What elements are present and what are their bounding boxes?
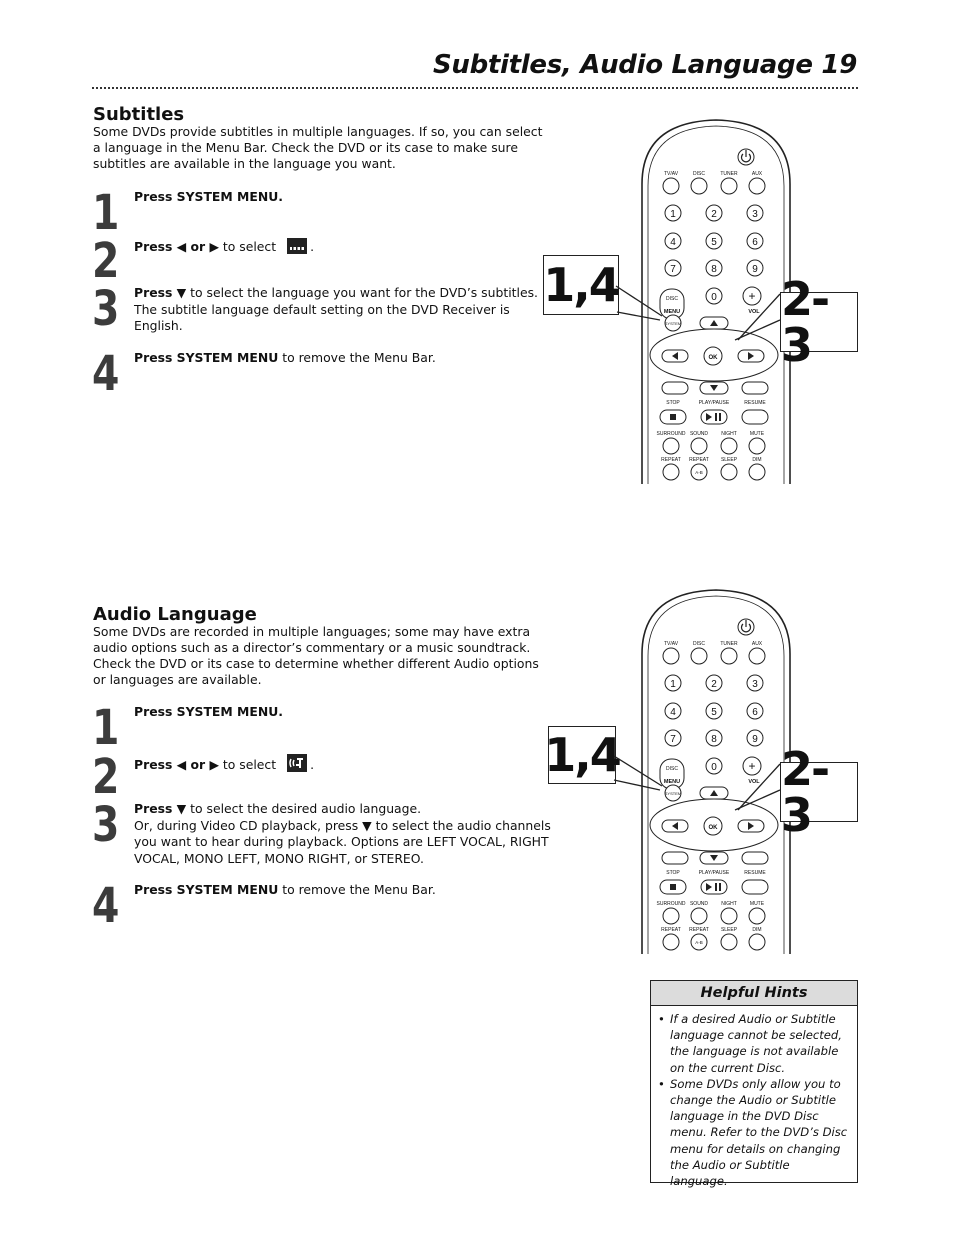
source-button bbox=[721, 178, 737, 194]
step-text bbox=[134, 285, 554, 335]
disc-label: DISC bbox=[666, 766, 678, 772]
plus-label: + bbox=[748, 289, 756, 303]
callout-steps-2-3: 2-3 bbox=[780, 292, 858, 352]
menu-label: MENU bbox=[663, 779, 681, 785]
mode-button bbox=[663, 934, 679, 950]
helpful-hints-box bbox=[650, 980, 858, 1189]
step-body-text: to select bbox=[218, 757, 277, 772]
step-body-text-2: Or, during Video CD playback, press bbox=[134, 817, 363, 833]
mode-label: NIGHT bbox=[721, 901, 737, 907]
step-bold-text: Press ▼ bbox=[134, 801, 187, 816]
source-label: AUX bbox=[751, 641, 763, 647]
step-body-text: to select the desired audio language. bbox=[186, 801, 422, 816]
digit-label: 7 bbox=[670, 264, 676, 275]
step-text bbox=[134, 882, 554, 899]
pause-icon bbox=[715, 883, 717, 891]
callout-pointers bbox=[600, 740, 790, 850]
mode-button bbox=[663, 438, 679, 454]
step-number: 1 bbox=[92, 185, 118, 241]
vol-label: VOL bbox=[748, 779, 760, 785]
source-button bbox=[691, 648, 707, 664]
digit-label: 6 bbox=[752, 707, 758, 718]
source-button bbox=[691, 178, 707, 194]
transport-label: STOP bbox=[666, 400, 680, 406]
mode-button bbox=[749, 908, 765, 924]
mode-label: SLEEP bbox=[720, 927, 738, 933]
step-text bbox=[134, 704, 554, 721]
helpful-hints-title: Helpful Hints bbox=[651, 981, 857, 1006]
step-number: 2 bbox=[92, 233, 118, 289]
system-label: SYSTEM bbox=[664, 321, 682, 326]
helpful-hints-list bbox=[651, 1011, 857, 1189]
step-body-text: to remove the Menu Bar. bbox=[278, 350, 436, 365]
mode-label: MUTE bbox=[749, 431, 765, 437]
vol-label: VOL bbox=[748, 309, 760, 315]
digit-label: 3 bbox=[752, 679, 758, 690]
mode-label: REPEAT bbox=[661, 927, 681, 933]
transport-button bbox=[701, 410, 727, 424]
transport-button bbox=[742, 410, 768, 424]
mode-label: DIM bbox=[752, 457, 762, 463]
transport-button bbox=[701, 880, 727, 894]
digit-label: 5 bbox=[711, 237, 717, 248]
audio-intro: Some DVDs are recorded in multiple languages; some may have extra audio options such as a director’s commentary or a music soundtrack. Check the DVD or its case to determine whether different Audio options or languages are available. bbox=[93, 624, 539, 687]
source-label: DISC bbox=[693, 641, 705, 647]
page-title: Subtitles, Audio Language 19 bbox=[432, 50, 857, 80]
ok-label: OK bbox=[708, 825, 718, 831]
callout-steps-1-4: 1,4 bbox=[543, 255, 619, 315]
digit-label: 8 bbox=[711, 264, 717, 275]
step-number: 2 bbox=[92, 749, 118, 805]
step-text bbox=[134, 753, 554, 778]
digit-label: 8 bbox=[711, 734, 717, 745]
step-text bbox=[134, 189, 554, 206]
header-divider bbox=[92, 87, 858, 89]
digit-label: 0 bbox=[711, 292, 717, 303]
step-arrow-down: ▼ bbox=[362, 817, 372, 833]
mode-label: REPEAT bbox=[689, 927, 709, 933]
mode-label: REPEAT bbox=[661, 457, 681, 463]
audio-language-icon bbox=[286, 753, 308, 778]
source-label: AUX bbox=[751, 171, 763, 177]
digit-label: 4 bbox=[670, 707, 676, 718]
step-bold-text: Press SYSTEM MENU. bbox=[134, 189, 283, 204]
step-period: . bbox=[310, 757, 315, 772]
source-label: DISC bbox=[693, 171, 705, 177]
source-label: TV/AV bbox=[663, 641, 679, 647]
mode-label: SOUND bbox=[689, 901, 709, 907]
mode-button bbox=[721, 908, 737, 924]
source-button bbox=[663, 648, 679, 664]
callout-pointers bbox=[600, 270, 790, 380]
mode-label: NIGHT bbox=[721, 431, 737, 437]
mode-label: SLEEP bbox=[720, 457, 738, 463]
mode-button bbox=[749, 464, 765, 480]
plus-label: + bbox=[748, 759, 756, 773]
subtitles-intro: Some DVDs provide subtitles in multiple languages. If so, you can select a language in the Menu Bar. Check the DVD or its case to make sure subtitles are available in the language you want. bbox=[93, 124, 543, 171]
disc-label: DISC bbox=[666, 296, 678, 302]
ab-label: A-B bbox=[695, 940, 703, 945]
digit-label: 1 bbox=[670, 209, 676, 220]
mode-label: SURROUND bbox=[656, 901, 686, 907]
mode-button bbox=[749, 934, 765, 950]
subtitles-heading: Subtitles bbox=[93, 104, 185, 125]
mode-label: DIM bbox=[752, 927, 762, 933]
transport-button bbox=[742, 880, 768, 894]
transport-label: PLAY/PAUSE bbox=[698, 400, 730, 406]
mode-button bbox=[721, 934, 737, 950]
source-button bbox=[721, 648, 737, 664]
mode-button bbox=[721, 438, 737, 454]
digit-label: 2 bbox=[711, 679, 717, 690]
mode-label: MUTE bbox=[749, 901, 765, 907]
ab-label: A-B bbox=[695, 470, 703, 475]
step-bold-text: Press SYSTEM MENU bbox=[134, 350, 279, 365]
digit-label: 1 bbox=[670, 679, 676, 690]
prev-button bbox=[662, 852, 688, 864]
step-body-text: to select the language you want for the DVD’s subtitles. The subtitle language default setting on the DVD Receiver is English. bbox=[134, 285, 538, 333]
source-button bbox=[749, 178, 765, 194]
pause-icon bbox=[719, 413, 721, 421]
mode-button bbox=[749, 438, 765, 454]
source-label: TV/AV bbox=[663, 171, 679, 177]
step-number: 3 bbox=[92, 281, 118, 337]
callout-steps-1-4: 1,4 bbox=[544, 728, 620, 782]
transport-label: STOP bbox=[666, 870, 680, 876]
step-text bbox=[134, 350, 554, 367]
step-text bbox=[134, 237, 554, 260]
list-item: • If a desired Audio or Subtitle language cannot be selected, the language is not available on the current Disc. bbox=[670, 1011, 849, 1076]
digit-label: 5 bbox=[711, 707, 717, 718]
source-button bbox=[749, 648, 765, 664]
digit-label: 2 bbox=[711, 209, 717, 220]
step-period: . bbox=[310, 239, 315, 254]
prev-button bbox=[662, 382, 688, 394]
step-text bbox=[134, 801, 554, 867]
pause-icon bbox=[719, 883, 721, 891]
source-button bbox=[663, 178, 679, 194]
mode-button bbox=[721, 464, 737, 480]
mode-label: REPEAT bbox=[689, 457, 709, 463]
stop-icon bbox=[670, 884, 676, 890]
digit-label: 6 bbox=[752, 237, 758, 248]
digit-label: 9 bbox=[752, 264, 758, 275]
step-bold-text: Press ▼ bbox=[134, 285, 187, 300]
callout-steps-2-3: 2-3 bbox=[780, 762, 858, 822]
digit-label: 9 bbox=[752, 734, 758, 745]
digit-label: 3 bbox=[752, 209, 758, 220]
list-item: • Some DVDs only allow you to change the Audio or Subtitle language in the DVD Disc menu. Refer to the DVD’s Disc menu for details on changing the Audio or Subtitle language. bbox=[670, 1076, 849, 1189]
pause-icon bbox=[715, 413, 717, 421]
step-bold-text: Press SYSTEM MENU. bbox=[134, 704, 283, 719]
transport-label: RESUME bbox=[744, 400, 766, 406]
transport-label: RESUME bbox=[744, 870, 766, 876]
step-number: 4 bbox=[92, 878, 118, 934]
next-button bbox=[742, 382, 768, 394]
mode-label: SURROUND bbox=[656, 431, 686, 437]
source-label: TUNER bbox=[720, 641, 738, 647]
step-number: 1 bbox=[92, 700, 118, 756]
step-number: 3 bbox=[92, 797, 118, 853]
mode-button bbox=[691, 438, 707, 454]
digit-label: 7 bbox=[670, 734, 676, 745]
step-number: 4 bbox=[92, 346, 118, 402]
stop-icon bbox=[670, 414, 676, 420]
step-body-text-3: to select the audio channels you want to hear during playback. Options are LEFT VOCAL, RIGHT VOCAL, MONO LEFT, MONO RIGHT, or STEREO. bbox=[134, 817, 551, 866]
step-bold-text: Press ◀ or ▶ bbox=[134, 239, 219, 254]
mode-button bbox=[663, 908, 679, 924]
mode-button bbox=[691, 908, 707, 924]
mode-label: SOUND bbox=[689, 431, 709, 437]
next-button bbox=[742, 852, 768, 864]
ok-label: OK bbox=[708, 355, 718, 361]
digit-label: 0 bbox=[711, 762, 717, 773]
mode-button bbox=[663, 464, 679, 480]
step-body-text: to remove the Menu Bar. bbox=[278, 882, 436, 897]
subtitle-icon bbox=[286, 237, 308, 260]
system-label: SYSTEM bbox=[664, 791, 682, 796]
menu-label: MENU bbox=[663, 309, 681, 315]
transport-label: PLAY/PAUSE bbox=[698, 870, 730, 876]
step-bold-text: Press SYSTEM MENU bbox=[134, 882, 279, 897]
step-bold-text: Press ◀ or ▶ bbox=[134, 757, 219, 772]
source-label: TUNER bbox=[720, 171, 738, 177]
audio-heading: Audio Language bbox=[93, 604, 257, 625]
step-body-text: to select bbox=[218, 239, 277, 254]
digit-label: 4 bbox=[670, 237, 676, 248]
